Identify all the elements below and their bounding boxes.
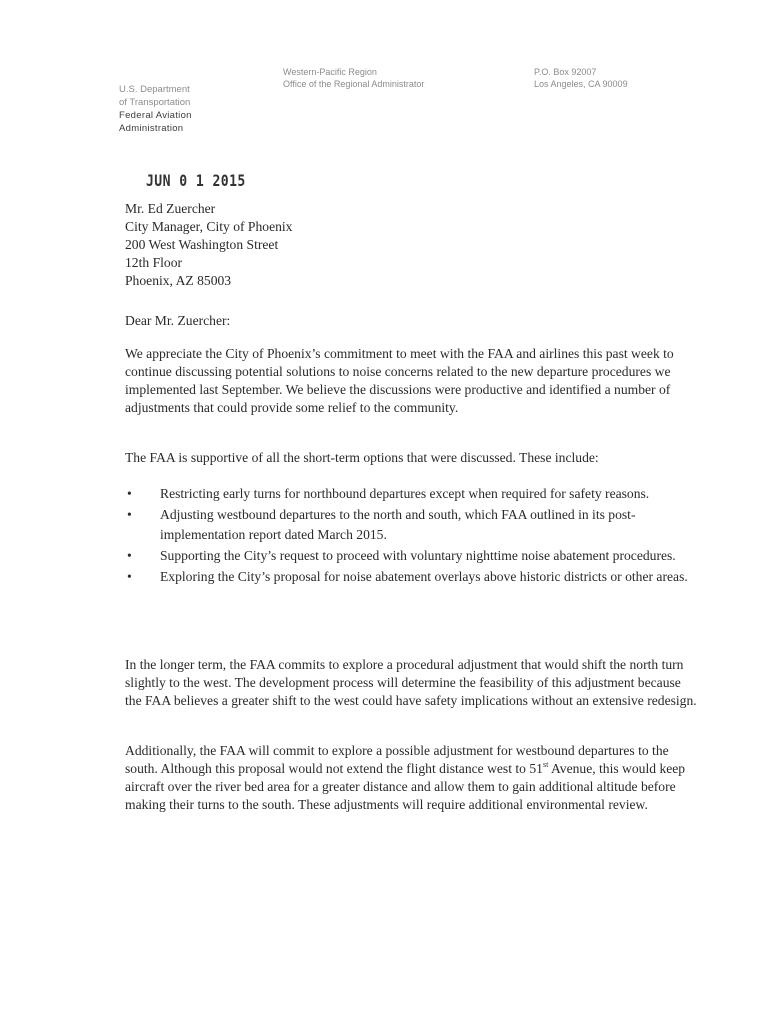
- list-item: [125, 567, 697, 587]
- list-item-text: Restricting early turns for northbound departures except when required for safety reasons.: [160, 486, 650, 501]
- region-line-1: Western-Pacific Region: [283, 67, 377, 77]
- list-item-text: Adjusting westbound departures to the north and south, which FAA outlined in its post-implementation report dated March 2015.: [160, 507, 636, 542]
- paragraph-2: The FAA is supportive of all the short-term options that were discussed. These include:: [125, 450, 599, 465]
- region-line-2: Office of the Regional Administrator: [283, 79, 425, 89]
- date-stamp: JUN 0 1 2015: [146, 171, 246, 190]
- recipient-city: Phoenix, AZ 85003: [125, 273, 232, 288]
- department-line-2: of Transportation: [119, 97, 191, 108]
- recipient-name: Mr. Ed Zuercher: [125, 201, 216, 216]
- ordinal-suffix: st: [542, 760, 549, 769]
- bullet-icon: •: [127, 507, 132, 522]
- list-item: [125, 505, 697, 545]
- list-item-text: Exploring the City’s proposal for noise abatement overlays above historic districts or other areas.: [160, 569, 688, 584]
- paragraph-3: In the longer term, the FAA commits to explore a procedural adjustment that would shift the north turn slightly to the west. The development process will determine the feasibility of this adjustment because the FAA believes a greater shift to the west could have safety implications without an extensive redesign.: [125, 657, 697, 708]
- agency-line-1: Federal Aviation: [119, 110, 192, 121]
- bullet-icon: •: [127, 569, 132, 584]
- list-item: [125, 546, 697, 566]
- paragraph-4: [125, 742, 697, 814]
- list-item-text: Supporting the City’s request to proceed with voluntary nighttime noise abatement procedures.: [160, 548, 676, 563]
- bullet-icon: •: [127, 548, 132, 563]
- options-list: [125, 484, 697, 588]
- recipient-street: 200 West Washington Street: [125, 237, 279, 252]
- address-line-1: P.O. Box 92007: [534, 67, 597, 77]
- paragraph-4-part-2: Avenue, this would keep aircraft over the river bed area for a greater distance and allow them to gain additional altitude before making their turns to the south. These adjustments will require additional environmental review.: [125, 761, 686, 812]
- salutation: Dear Mr. Zuercher:: [125, 313, 231, 328]
- recipient-floor: 12th Floor: [125, 255, 183, 270]
- recipient-title: City Manager, City of Phoenix: [125, 219, 293, 234]
- list-item: [125, 484, 697, 504]
- department-line-1: U.S. Department: [119, 84, 190, 95]
- region-block: [283, 66, 424, 90]
- paragraph-4-part-1: Additionally, the FAA will commit to explore a possible adjustment for westbound departures to the south. Although this proposal would not extend the flight distance west to 51: [125, 743, 669, 776]
- agency-line-2: Administration: [119, 123, 184, 134]
- department-block: [119, 83, 192, 135]
- address-block: [534, 66, 628, 90]
- address-line-2: Los Angeles, CA 90009: [534, 79, 628, 89]
- bullet-icon: •: [127, 486, 132, 501]
- paragraph-1: We appreciate the City of Phoenix’s commitment to meet with the FAA and airlines this past week to continue discussing potential solutions to noise concerns related to the new departure procedures we implemented last September. We believe the discussions were productive and identified a number of adjustments that could provide some relief to the community.: [125, 346, 674, 415]
- recipient-address: [125, 200, 697, 290]
